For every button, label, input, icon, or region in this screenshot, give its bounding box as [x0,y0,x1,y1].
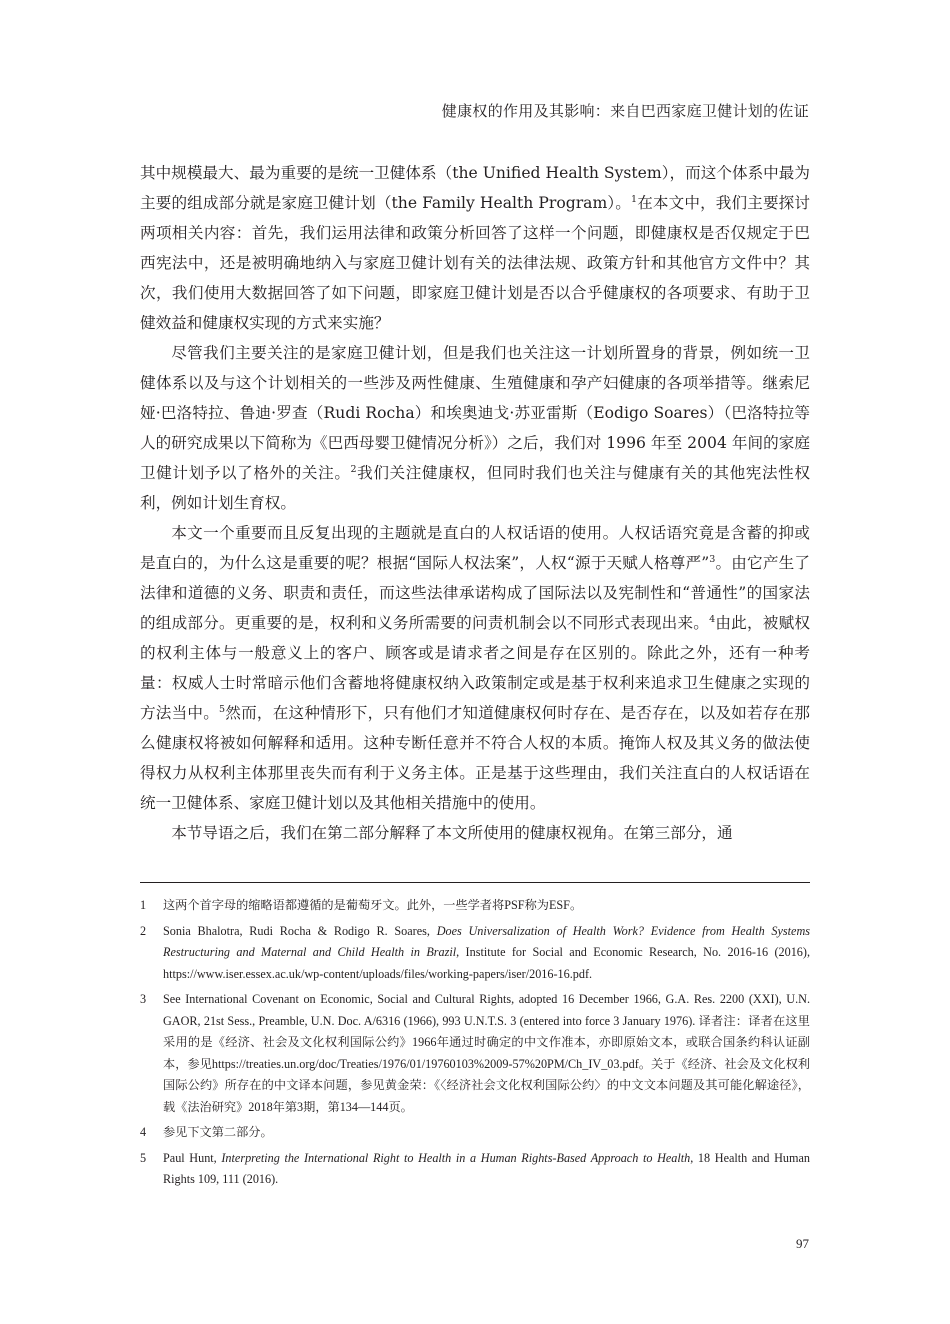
footnote-number: 2 [140,923,147,938]
footnote-italic-title: Interpreting the International Right to Health in a Human Rights-Based Approach to Health [221,1150,691,1165]
footnote-number: 3 [140,992,147,1006]
footnote-text [163,989,810,1118]
paragraph-3-text-b: 。由它产生了法律和道德的义务、职责和责任，而这些法律承诺构成了国际法以及宪制性和“普通性”的国家法的组成部分。更重要的是，权利和义务所需要的问责机制会以不同形式表现出来。 [140,554,810,632]
footnote-text-a: 这两个首字母的缩略语都遵循的是葡萄牙文。此外，一些学者将PSF称为ESF。 [163,898,583,912]
paragraph-3-text-a: 本文一个重要而且反复出现的主题就是直白的人权话语的使用。人权话语究竟是含蓄的抑或是直白的，为什么这是重要的呢？根据“国际人权法案”，人权“源于天赋人格尊严” [140,524,810,572]
footnote-text-b: , Institute for Social and Economic Research, No. 2016-16 (2016), https://www.iser.essex.ac.uk/wp-content/uploads/files/working-papers/iser/2016-16.pdf. [163,945,810,981]
footnote-ref-3[interactable]: 3 [709,553,716,565]
paragraph-4 [140,818,810,848]
article-body [140,158,810,848]
footnote-text-b: , 18 Health and Human Rights 109, 111 (2016). [163,1150,811,1186]
footnotes-section [140,895,810,1195]
paragraph-2 [140,338,810,518]
footnote-text [163,1122,810,1144]
footnote-divider [140,882,810,883]
footnote-text-a: See International Covenant on Economic, Social and Cultural Rights, adopted 16 December 1966, G.A. Res. 2200 (XXI), U.N. GAOR, 21st Sess., Preamble, U.N. Doc. A/6316 (1966), 993 U.N.T.S. 3 (entered into force 3 January 1976). 译者注：译者在这里采用的是《经济、社会及文化权利国际公约》1966年通过时确定的中文作准本，亦即原始文本，或联合国条约科认证副本，参见https://treaties.un.org/doc/Treaties/1976/01/19760103%2009-57%20PM/Ch_IV_03.pdf。关于《经济、社会及文化权利国际公约》所存在的中文译本问题，参见黄金荣：《〈经济社会文化权利国际公约〉的中文文本问题及其可能化解途径》，载《法治研究》2018年第3期，第134—144页。 [163,992,810,1114]
page-number: 97 [796,1236,809,1251]
paragraph-3-text-c: 由此，被赋权的权利主体与一般意义上的客户、顾客或是请求者之间是存在区别的。除此之外，还有一种考量：权威人士时常暗示他们含蓄地将健康权纳入政策制定或是基于权利来追求卫生健康之实现的方法当中。 [140,614,810,722]
footnote-1 [140,895,810,917]
footnote-italic-title: Does Universalization of Health Work? Evidence from Health Systems Restructuring and Maternal and Child Health in Brazil [163,923,810,959]
paragraph-4-text-a: 本节导语之后，我们在第二部分解释了本文所使用的健康权视角。在第三部分，通 [171,824,733,842]
paragraph-3-text-d: 然而，在这种情形下，只有他们才知道健康权何时存在、是否存在，以及如若存在那么健康权将被如何解释和适用。这种专断任意并不符合人权的本质。掩饰人权及其义务的做法使得权力从权利主体那里丧失而有利于义务主体。正是基于这些理由，我们关注直白的人权话语在统一卫健体系、家庭卫健计划以及其他相关措施中的使用。 [140,704,810,812]
footnote-text [163,1148,810,1191]
paragraph-2-text-b: 我们关注健康权，但同时我们也关注与健康有关的其他宪法性权利，例如计划生育权。 [140,464,810,512]
footnote-number: 4 [140,1125,147,1139]
footnote-ref-1[interactable]: 1 [631,193,638,205]
footnote-4 [140,1122,810,1144]
paragraph-3 [140,518,810,818]
paragraph-1-text-b: 在本文中，我们主要探讨两项相关内容：首先，我们运用法律和政策分析回答了这样一个问题，即健康权是否仅规定于巴西宪法中，还是被明确地纳入与家庭卫健计划有关的法律法规、政策方针和其他官方文件中？其次，我们使用大数据回答了如下问题，即家庭卫健计划是否以合乎健康权的各项要求、有助于卫健效益和健康权实现的方式来实施？ [140,194,810,332]
footnote-number: 1 [140,898,147,912]
footnote-ref-5[interactable]: 5 [219,703,226,715]
footnote-text [163,921,810,986]
running-header-title: 健康权的作用及其影响：来自巴西家庭卫健计划的佐证 [441,102,809,120]
paragraph-1-text-a: 其中规模最大、最为重要的是统一卫健体系（the Unified Health System），而这个体系中最为主要的组成部分就是家庭卫健计划（the Family Health Program）。 [140,164,810,212]
footnote-2 [140,921,810,986]
footnote-number: 5 [140,1150,147,1165]
footnote-text-a: 参见下文第二部分。 [163,1125,273,1139]
paragraph-2-text-a: 尽管我们主要关注的是家庭卫健计划，但是我们也关注这一计划所置身的背景，例如统一卫健体系以及与这个计划相关的一些涉及两性健康、生殖健康和孕产妇健康的各项举措等。继索尼娅·巴洛特拉、鲁迪·罗查（Rudi Rocha）和埃奥迪戈·苏亚雷斯（Eodigo Soares）（巴洛特拉等人的研究成果以下简称为《巴西母婴卫健情况分析》）之后，我们对 1996 年至 2004 年间的家庭卫健计划予以了格外的关注。 [140,344,810,482]
footnote-text [163,895,810,917]
footnote-text-a: Paul Hunt, [163,1150,222,1165]
footnote-5 [140,1148,810,1191]
paragraph-1 [140,158,810,338]
footnote-text-a: Sonia Bhalotra, Rudi Rocha & Rodigo R. Soares, [163,923,437,938]
footnote-ref-4[interactable]: 4 [709,613,716,625]
footnote-ref-2[interactable]: 2 [350,463,357,475]
footnote-3 [140,989,810,1118]
